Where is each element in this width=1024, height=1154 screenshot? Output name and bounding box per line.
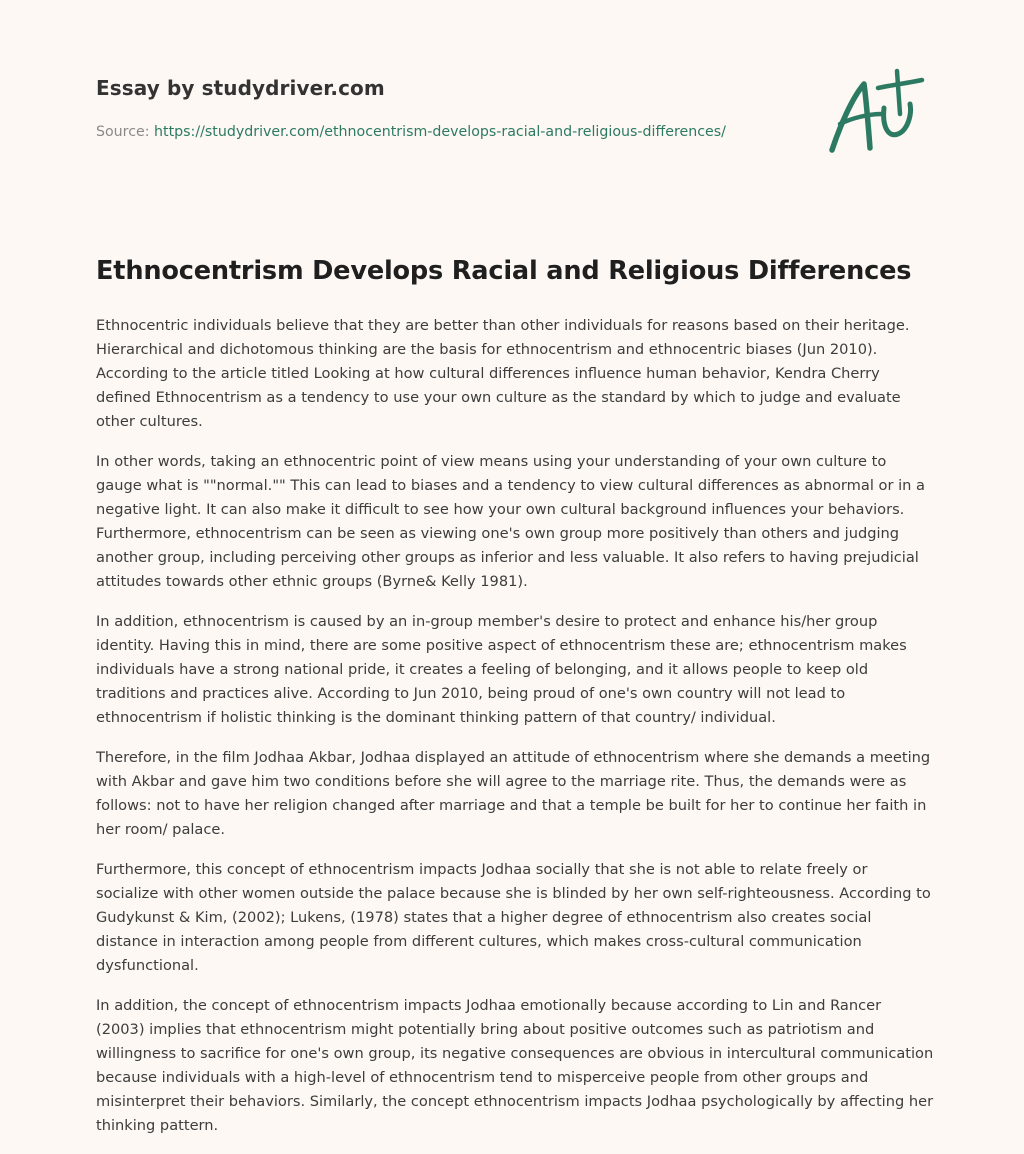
essay-paragraph: Therefore, in the film Jodhaa Akbar, Jodhaa displayed an attitude of ethnocentrism where she demands a meeting with Akbar and gave him two conditions before she will agree to the marriage rite. Thus, the demands were as follows: not to have her religion changed after marriage and that a temple be built for her to continue her faith in her room/ palace.: [96, 749, 931, 838]
essay-paragraph: In other words, taking an ethnocentric point of view means using your understanding of your own culture to gauge what is ""normal."" This can lead to biases and a tendency to view cultural differences as abnormal or in a negative light. It can also make it difficult to see how your own cultural background influences your behaviors. Furthermore, ethnocentrism can be seen as viewing one's own group more positively than others and judging another group, including perceiving other groups as inferior and less valuable. It also refers to having prejudicial attitudes towards other ethnic groups (Byrne& Kelly 1981).: [96, 453, 925, 590]
essay-paragraph: In addition, ethnocentrism is caused by an in-group member's desire to protect and enhance his/her group identity. Having this in mind, there are some positive aspect of ethnocentrism these are; ethnocentrism makes individuals have a strong national pride, it creates a feeling of belonging, and it allows people to keep old traditions and practices alive. According to Jun 2010, being proud of one's own country will not lead to ethnocentrism if holistic thinking is the dominant thinking pattern of that country/ individual.: [96, 613, 907, 726]
source-link[interactable]: https://studydriver.com/ethnocentrism-develops-racial-and-religious-differences/: [154, 124, 726, 140]
essay-title: Ethnocentrism Develops Racial and Religious Differences: [96, 256, 912, 286]
essay-paragraph: Furthermore, this concept of ethnocentrism impacts Jodhaa socially that she is not able to relate freely or socialize with other women outside the palace because she is blinded by her own self-righteousness. According to Gudykunst & Kim, (2002); Lukens, (1978) states that a higher degree of ethnocentrism also creates social distance in interaction among people from different cultures, which makes cross-cultural communication dysfunctional.: [96, 861, 931, 974]
essay-body: [96, 314, 934, 1154]
site-brand: Essay by studydriver.com: [96, 76, 385, 100]
essay-paragraph: In addition, the concept of ethnocentrism impacts Jodhaa emotionally because according to Lin and Rancer (2003) implies that ethnocentrism might potentially bring about positive outcomes such as patriotism and willingness to sacrifice for one's own group, its negative consequences are obvious in intercultural communication because individuals with a high-level of ethnocentrism tend to misperceive people from other groups and misinterpret their behaviors. Similarly, the concept ethnocentrism impacts Jodhaa psychologically by affecting her thinking pattern.: [96, 997, 934, 1134]
source-line: [96, 124, 726, 140]
source-label: Source:: [96, 124, 155, 140]
essay-paragraph: Ethnocentric individuals believe that they are better than other individuals for reasons based on their heritage. Hierarchical and dichotomous thinking are the basis for ethnocentrism and ethnocentric biases (Jun 2010). According to the article titled Looking at how cultural differences influence human behavior, Kendra Cherry defined Ethnocentrism as a tendency to use your own culture as the standard by which to judge and evaluate other cultures.: [96, 317, 910, 430]
site-header: [96, 76, 932, 176]
a-plus-logo-icon: [822, 68, 926, 164]
